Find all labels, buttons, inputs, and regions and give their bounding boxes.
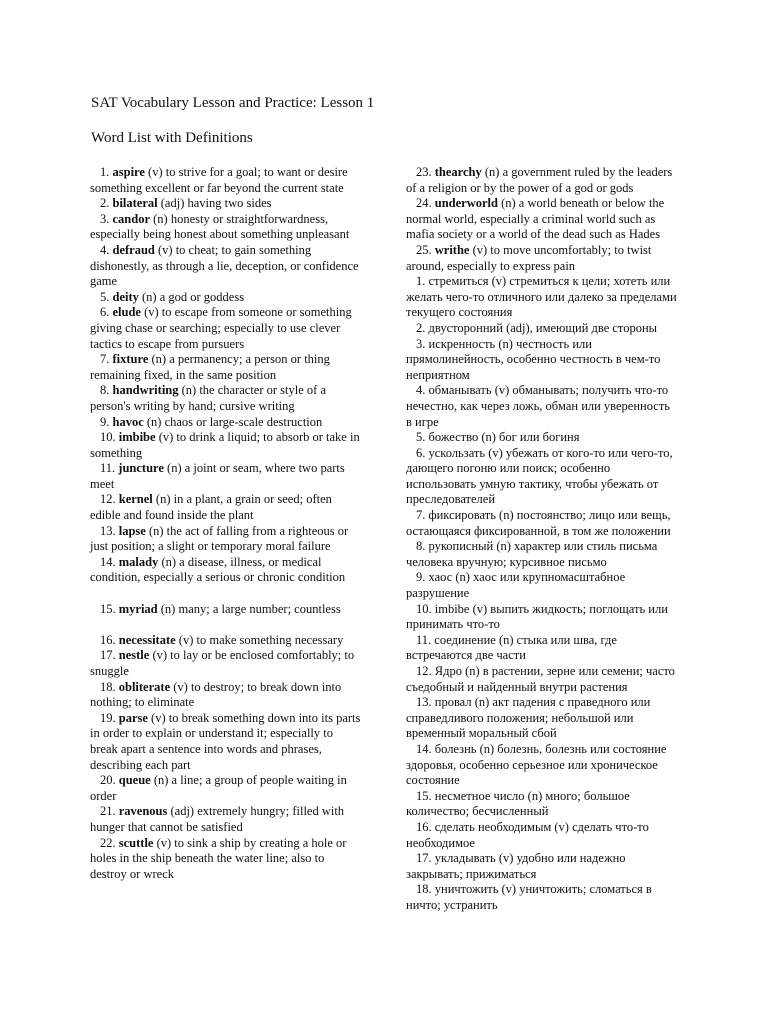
vocab-entry: 9. havoc (n) chaos or large-scale destruction	[100, 414, 323, 429]
vocab-word: nestle	[118, 648, 150, 663]
vocab-word: queue	[118, 773, 151, 788]
vocab-word: myriad	[118, 601, 158, 616]
translation-entry: 6. ускользать (v) убежать от кого-то или чего-то, дающего погоню или поиск; особенно использовать умную тактику, чтобы убежать от преследователей	[406, 445, 673, 507]
vocab-entry: 3. candor (n) honesty or straightforwardness, especially being honest about something unpleasant	[90, 211, 350, 242]
vocab-entry: 16. necessitate (v) to make something necessary	[100, 632, 344, 647]
right-column	[406, 165, 678, 914]
vocab-entry: 1. aspire (v) to strive for a goal; to want or desire something excellent or far beyond the current state	[90, 165, 348, 195]
vocab-entry: 13. lapse (n) the act of falling from a righteous or just position; a slight or temporary moral failure	[90, 523, 349, 554]
translation-entry: 5. божество (n) бог или богиня	[416, 430, 580, 445]
left-column	[90, 165, 362, 882]
vocab-entry: 15. myriad (n) many; a large number; countless	[100, 601, 341, 616]
translation-entry: 12. Ядро (n) в растении, зерне или семени; часто съедобный и найденный внутри растения	[406, 664, 675, 694]
vocab-entry: 11. juncture (n) a joint or seam, where two parts meet	[90, 461, 345, 491]
vocab-word: fixture	[112, 352, 149, 367]
vocab-entry: 12. kernel (n) in a plant, a grain or seed; often edible and found inside the plant	[90, 492, 332, 523]
vocab-word: necessitate	[118, 632, 176, 647]
vocab-word: writhe	[434, 242, 470, 257]
vocab-word: malady	[118, 554, 159, 569]
vocab-entry: 2. bilateral (adj) having two sides	[100, 196, 272, 211]
translation-entry: 14. болезнь (n) болезнь, болезнь или состояние здоровья, особенно серьезное или хроническое состояние	[406, 741, 667, 788]
translation-entry: 4. обманывать (v) обманывать; получить что-то нечестно, как через ложь, обман или уверенность в игре	[406, 383, 671, 429]
vocab-entry: 4. defraud (v) to cheat; to gain something dishonestly, as through a lie, deception, or confidence game	[90, 242, 359, 289]
translation-entry: 15. несметное число (n) много; большое количество; бесчисленный	[406, 788, 630, 819]
vocab-word: havoc	[112, 414, 144, 429]
vocab-entry: 19. parse (v) to break something down into its parts in order to explain or understand it; especially to break apart a sentence into words and phrases, describing each part	[90, 710, 361, 772]
vocab-entry: 5. deity (n) a god or goddess	[100, 289, 245, 304]
vocab-word: deity	[112, 289, 139, 304]
vocab-entry: 10. imbibe (v) to drink a liquid; to absorb or take in something	[90, 430, 360, 460]
vocab-word: juncture	[118, 461, 164, 476]
vocab-entry: 14. malady (n) a disease, illness, or medical condition, especially a serious or chronic condition	[90, 554, 346, 585]
vocab-word: ravenous	[118, 804, 168, 819]
translation-entry: 2. двусторонний (adj), имеющий две стороны	[416, 320, 658, 335]
vocab-word: candor	[112, 211, 150, 226]
vocab-entry: 21. ravenous (adj) extremely hungry; filled with hunger that cannot be satisfied	[90, 804, 345, 834]
vocab-word: obliterate	[118, 679, 171, 694]
vocab-entry: 25. writhe (v) to move uncomfortably; to twist around, especially to express pain	[406, 242, 652, 273]
translation-entry: 11. соединение (n) стыка или шва, где встречаются две части	[406, 632, 617, 663]
translation-entry: 13. провал (n) акт падения с праведного или справедливого положения; небольшой или временный моральный сбой	[406, 695, 651, 741]
translation-entry: 3. искренность (n) честность или прямолинейность, особенно честность в чем-то неприятном	[406, 336, 661, 382]
vocab-entry: 6. elude (v) to escape from someone or something giving chase or searching; especially to use clever tactics to escape from pursuers	[90, 305, 352, 351]
vocab-word: parse	[118, 710, 148, 725]
vocab-word: scuttle	[118, 835, 154, 850]
translation-entry: 16. сделать необходимым (v) сделать что-то необходимое	[406, 819, 649, 850]
vocab-word: kernel	[118, 492, 153, 507]
vocab-entry: 23. thearchy (n) a government ruled by the leaders of a religion or by the power of a god or gods	[406, 165, 673, 195]
vocab-word: handwriting	[112, 383, 179, 398]
vocab-entry: 8. handwriting (n) the character or style of a person's writing by hand; cursive writing	[90, 383, 326, 413]
vocab-entry: 7. fixture (n) a permanency; a person or thing remaining fixed, in the same position	[90, 352, 330, 382]
vocab-word: aspire	[112, 165, 145, 179]
section-heading: Word List with Definitions	[91, 130, 253, 146]
translation-entry: 1. стремиться (v) стремиться к цели; хотеть или желать чего-то отличного или далеко за пределами текущего состояния	[406, 274, 677, 320]
vocab-entry: 24. underworld (n) a world beneath or below the normal world, especially a criminal world such as mafia society or a world of the dead such as Hades	[406, 196, 665, 242]
translation-entry: 7. фиксировать (n) постоянство; лицо или вещь, остающаяся фиксированной, в том же положении	[406, 508, 671, 538]
vocab-word: lapse	[118, 523, 146, 538]
page-title: SAT Vocabulary Lesson and Practice: Lesson 1	[91, 95, 375, 111]
translation-entry: 17. укладывать (v) удобно или надежно закрывать; прижиматься	[406, 851, 626, 881]
vocab-word: thearchy	[434, 165, 482, 179]
vocab-entry: 17. nestle (v) to lay or be enclosed comfortably; to snuggle	[90, 648, 355, 678]
vocab-word: underworld	[434, 196, 498, 211]
vocab-word: bilateral	[112, 196, 158, 211]
vocab-word: elude	[112, 305, 141, 320]
translation-entry: 10. imbibe (v) выпить жидкость; поглощать или принимать что-то	[406, 601, 668, 632]
vocab-entry: 20. queue (n) a line; a group of people waiting in order	[90, 773, 347, 803]
translation-entry: 18. уничтожить (v) уничтожить; сломаться в ничто; устранить	[406, 882, 652, 912]
translation-entry: 8. рукописный (n) характер или стиль письма человека вручную; курсивное письмо	[406, 539, 658, 569]
vocab-entry: 18. obliterate (v) to destroy; to break down into nothing; to eliminate	[90, 679, 342, 710]
translation-entry: 9. хаос (n) хаос или крупномасштабное разрушение	[406, 570, 626, 601]
vocab-entry: 22. scuttle (v) to sink a ship by creating a hole or holes in the ship beneath the water line; also to destroy or wreck	[90, 835, 347, 881]
vocab-word: imbibe	[118, 430, 156, 445]
vocab-word: defraud	[112, 242, 155, 257]
